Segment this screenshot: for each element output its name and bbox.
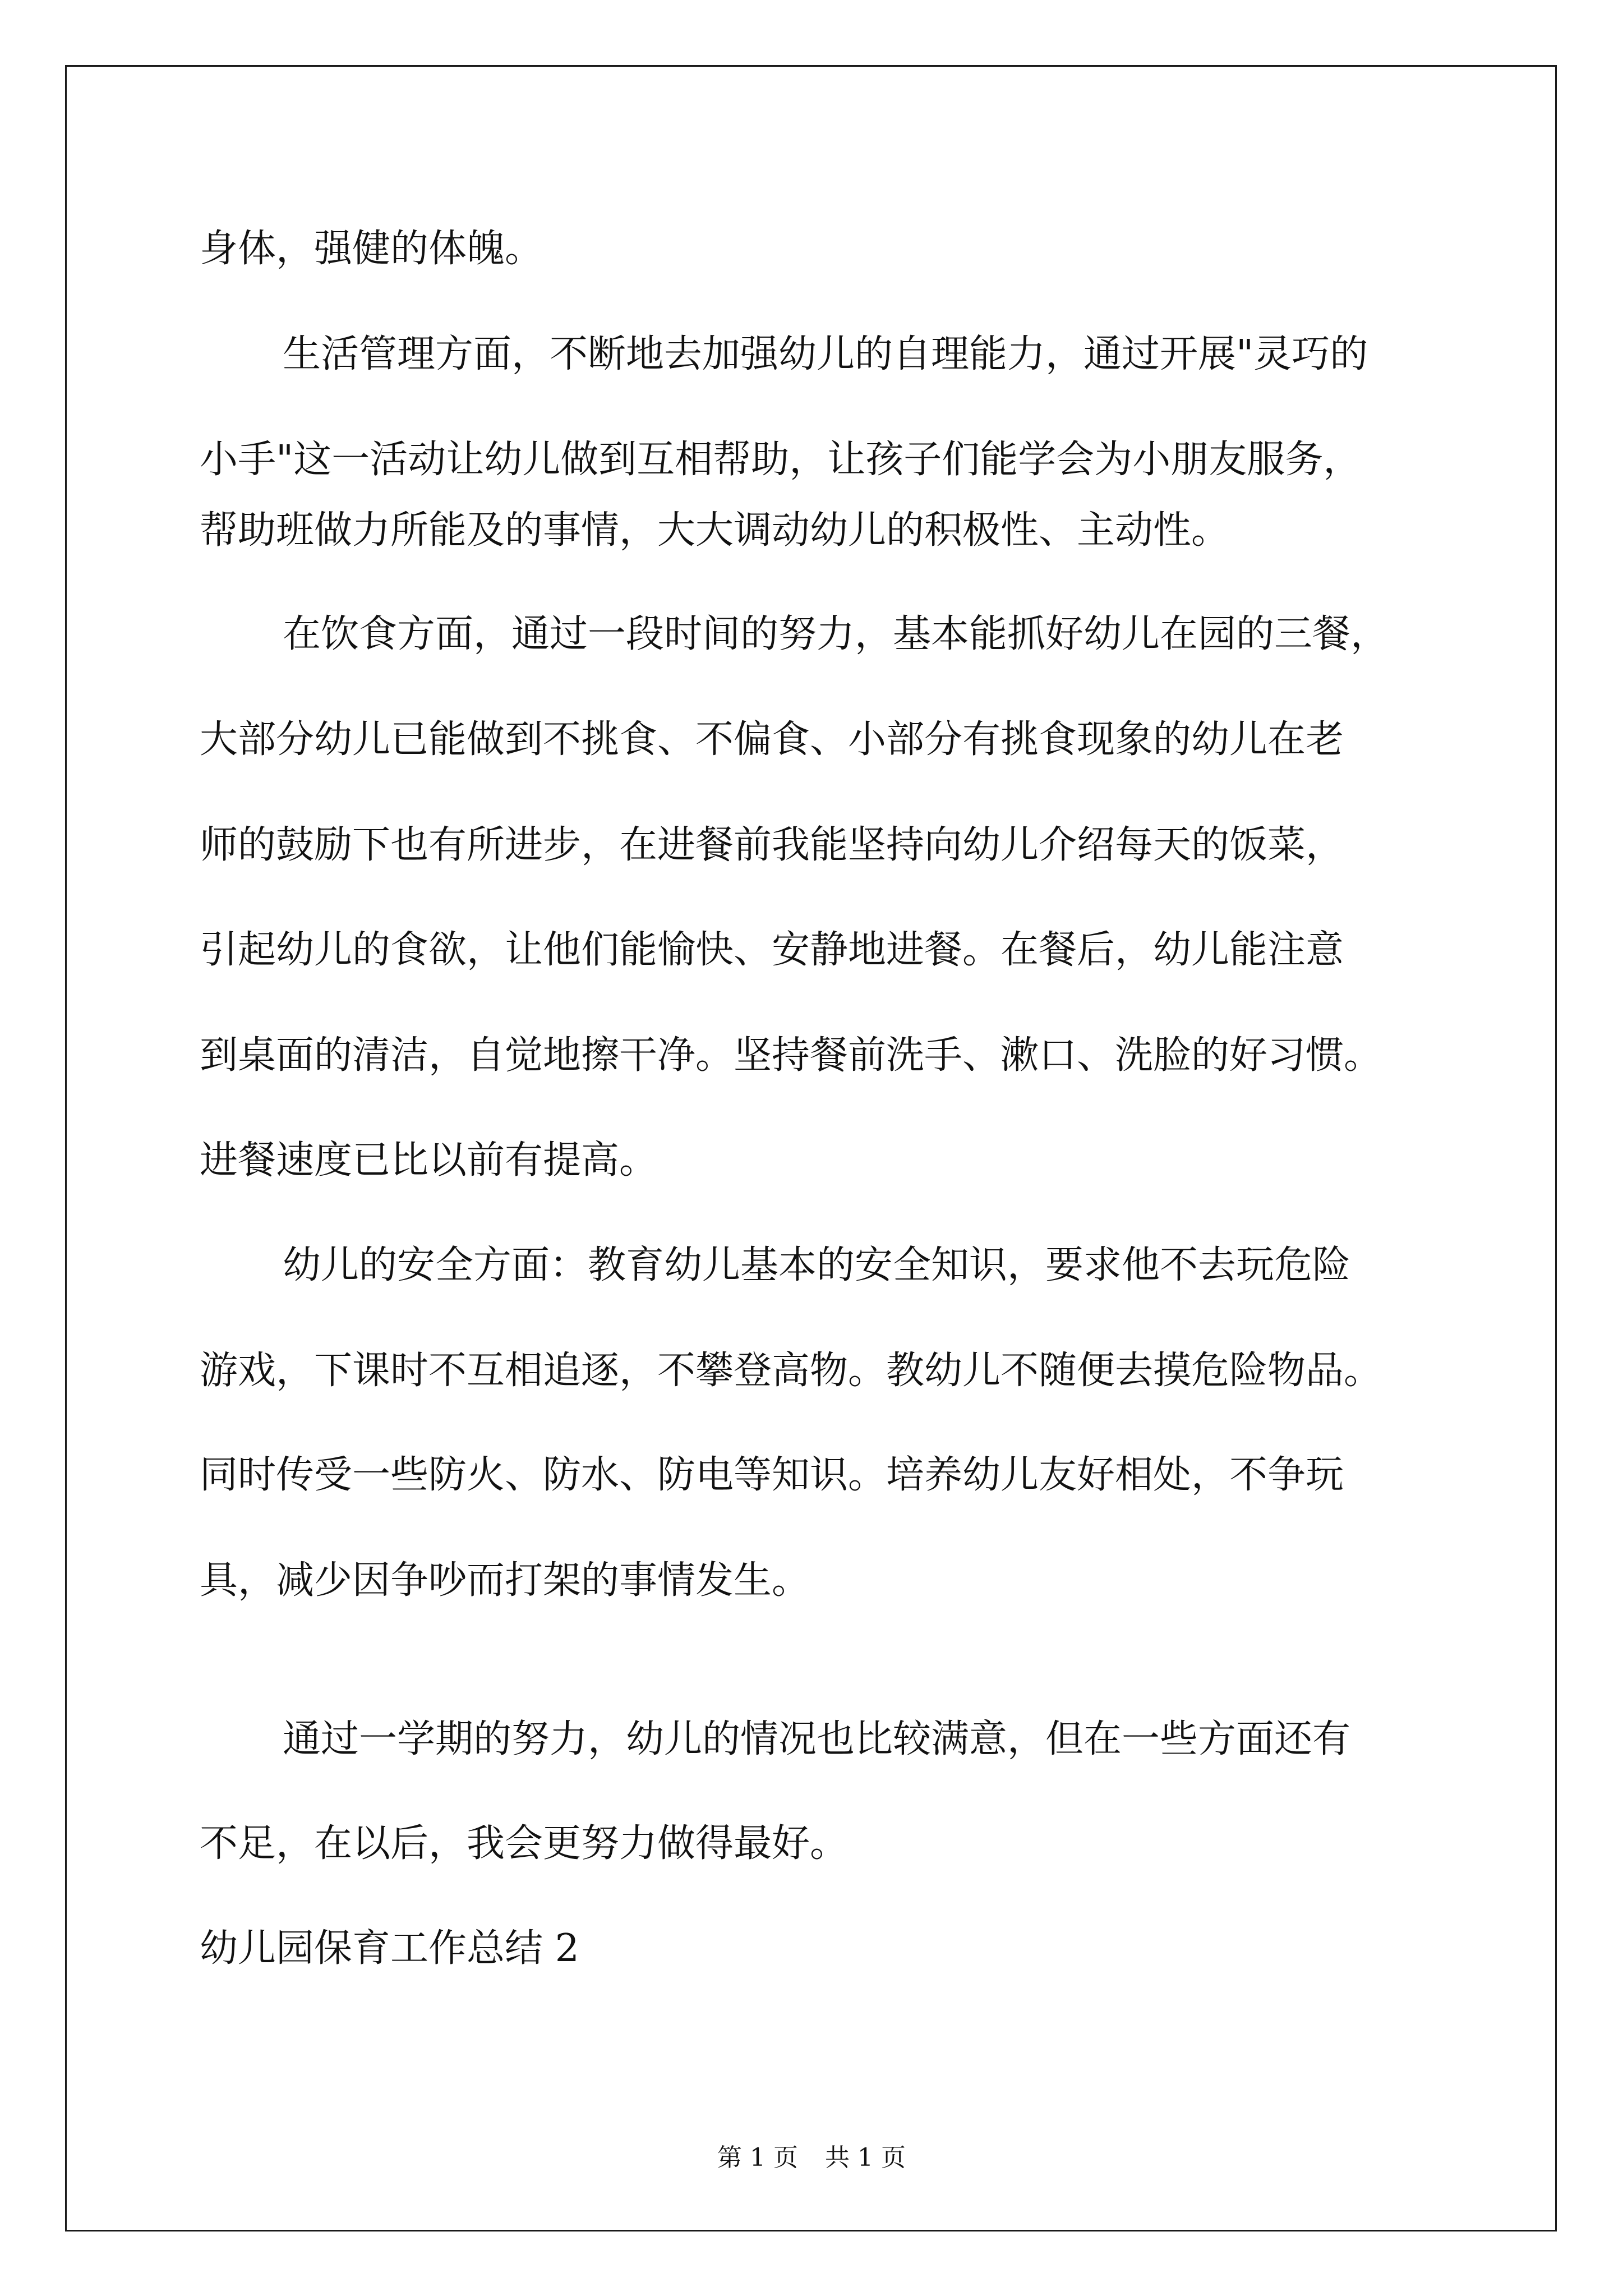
paragraph-start-line: 在饮食方面，通过一段时间的努力，基本能抓好幼儿在园的三餐， xyxy=(283,612,1389,656)
paragraph-start-line: 生活管理方面，不断地去加强幼儿的自理能力，通过开展"灵巧的 xyxy=(283,332,1368,376)
text-line: 大部分幼儿已能做到不挑食、不偏食、小部分有挑食现象的幼儿在老 xyxy=(200,717,1344,762)
text-line: 身体，强健的体魄。 xyxy=(200,227,543,271)
text-line: 同时传受一些防火、防水、防电等知识。培养幼儿友好相处，不争玩 xyxy=(200,1453,1344,1497)
paragraph-start-line: 通过一学期的努力，幼儿的情况也比较满意，但在一些方面还有 xyxy=(283,1717,1351,1761)
section-heading: 幼儿园保育工作总结 2 xyxy=(200,1926,579,1971)
text-line: 师的鼓励下也有所进步，在进餐前我能坚持向幼儿介绍每天的饭菜， xyxy=(200,823,1344,867)
text-line: 到桌面的清洁，自觉地擦干净。坚持餐前洗手、漱口、洗脸的好习惯。 xyxy=(200,1033,1382,1078)
page-count: 共 1 页 xyxy=(825,2143,906,2172)
text-line: 帮助班做力所能及的事情，大大调动幼儿的积极性、主动性。 xyxy=(200,508,1230,553)
text-line: 具，减少因争吵而打架的事情发生。 xyxy=(200,1558,810,1603)
page-number: 第 1 页 xyxy=(717,2143,798,2172)
page-footer xyxy=(0,2137,1623,2173)
text-line: 引起幼儿的食欲，让他们能愉快、安静地进餐。在餐后，幼儿能注意 xyxy=(200,928,1344,972)
text-line: 小手"这一活动让幼儿做到互相帮助，让孩子们能学会为小朋友服务， xyxy=(200,438,1362,482)
text-line: 进餐速度已比以前有提高。 xyxy=(200,1138,658,1182)
paragraph-start-line: 幼儿的安全方面：教育幼儿基本的安全知识，要求他不去玩危险 xyxy=(283,1243,1351,1287)
text-line: 不足，在以后，我会更努力做得最好。 xyxy=(200,1821,849,1866)
text-line: 游戏，下课时不互相追逐，不攀登高物。教幼儿不随便去摸危险物品。 xyxy=(200,1349,1382,1393)
